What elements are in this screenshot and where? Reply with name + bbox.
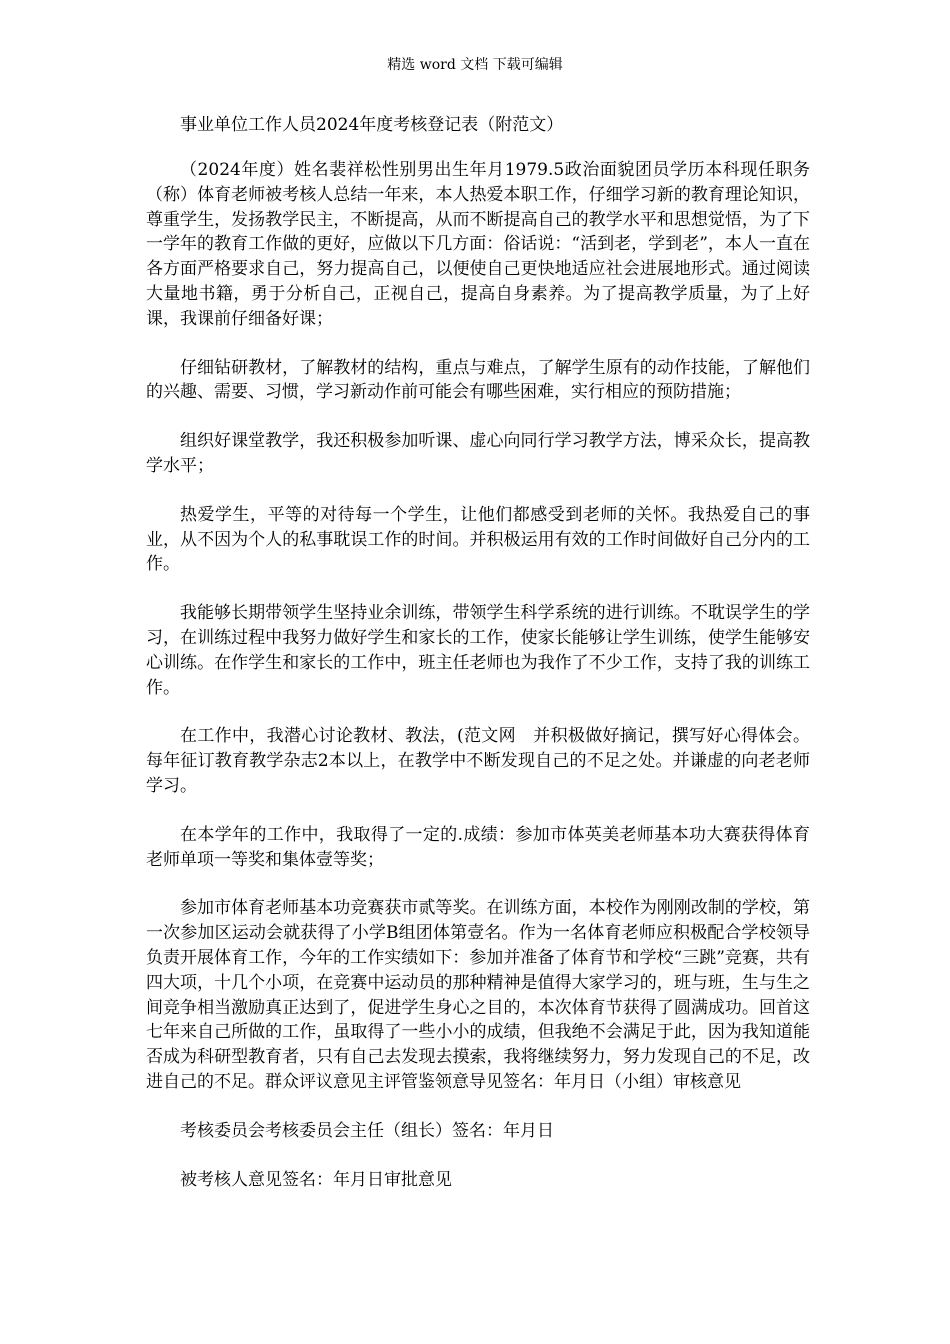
paragraph-research: 在工作中，我潜心讨论教材、教法，(范文网 并积极做好摘记，撰写好心得体会。每年征订教育教学杂志2本以上，在教学中不断发现自己的不足之处。并谦虚的向老老师学习。 bbox=[146, 726, 810, 796]
paragraph-personal-info: （2024年度）姓名裴祥松性别男出生年月1979.5政治面貌团员学历本科现任职务（称）体育老师被考核人总结一年来，本人热爱本职工作，仔细学习新的教育理论知识，尊重学生，发扬教学民主，不断提高，从而不断提高自己的教学水平和思想觉悟，为了下一学年的教育工作做的更好，应做以下几方面：俗话说：“活到老，学到老”，本人一直在各方面严格要求自己，努力提高自己，以便使自己更快地适应社会进展地形式。通过阅读大量地书籍，勇于分析自己，正视自己，提高自身素养。为了提高教学质量，为了上好课，我课前仔细备好课； bbox=[146, 160, 810, 329]
paragraph-achievements: 在本学年的工作中，我取得了一定的.成绩：参加市体英美老师基本功大赛获得体育老师单项一等奖和集体壹等奖； bbox=[146, 824, 810, 870]
page-header: 精选 word 文档 下载可编辑 bbox=[387, 57, 563, 73]
document-body bbox=[146, 113, 810, 1216]
paragraph-love-students: 热爱学生，平等的对待每一个学生，让他们都感受到老师的关怀。我热爱自己的事业，从不因为个人的私事耽误工作的时间。并积极运用有效的工作时间做好自己分内的工作。 bbox=[146, 504, 810, 575]
paragraph-study-materials: 仔细钻研教材，了解教材的结构，重点与难点，了解学生原有的动作技能，了解他们的兴趣、需要、习惯，学习新动作前可能会有哪些困难，实行相应的预防措施； bbox=[146, 357, 810, 403]
paragraph-examinee-signature: 被考核人意见签名：年月日审批意见 bbox=[180, 1169, 452, 1190]
document-title: 事业单位工作人员2024年度考核登记表（附范文） bbox=[180, 115, 564, 135]
paragraph-training: 我能够长期带领学生坚持业余训练，带领学生科学系统的进行训练。不耽误学生的学习，在训练过程中我努力做好学生和家长的工作，使家长能够让学生训练，使学生能够安心训练。在作学生和家长的工作中，班主任老师也为我作了不少工作，支持了我的训练工作。 bbox=[146, 603, 810, 698]
paragraph-committee-signature: 考核委员会考核委员会主任（组长）签名：年月日 bbox=[180, 1120, 554, 1141]
paragraph-classroom-teaching: 组织好课堂教学，我还积极参加听课、虚心向同行学习教学方法，博采众长，提高教学水平； bbox=[146, 431, 810, 476]
paragraph-competition: 参加市体育老师基本功竞赛获市贰等奖。在训练方面，本校作为刚刚改制的学校，第一次参加区运动会就获得了小学B组团体第壹名。作为一名体育老师应积极配合学校领导负责开展体育工作，今年的工作实绩如下：参加并准备了体育节和学校“三跳”竞赛，共有四大项，十几个小项，在竞赛中运动员的那种精神是值得大家学习的，班与班，生与生之间竞争相当激励真正达到了，促进学生身心之目的，本次体育节获得了圆满成功。回首这七年来自己所做的工作，虽取得了一些小小的成绩，但我绝不会满足于此，因为我知道能否成为科研型教育者，只有自己去发现去摸索，我将继续努力，努力发现自己的不足，改进自己的不足。群众评议意见主评管鉴领意导见签名：年月日（小组）审核意见 bbox=[146, 898, 810, 1092]
